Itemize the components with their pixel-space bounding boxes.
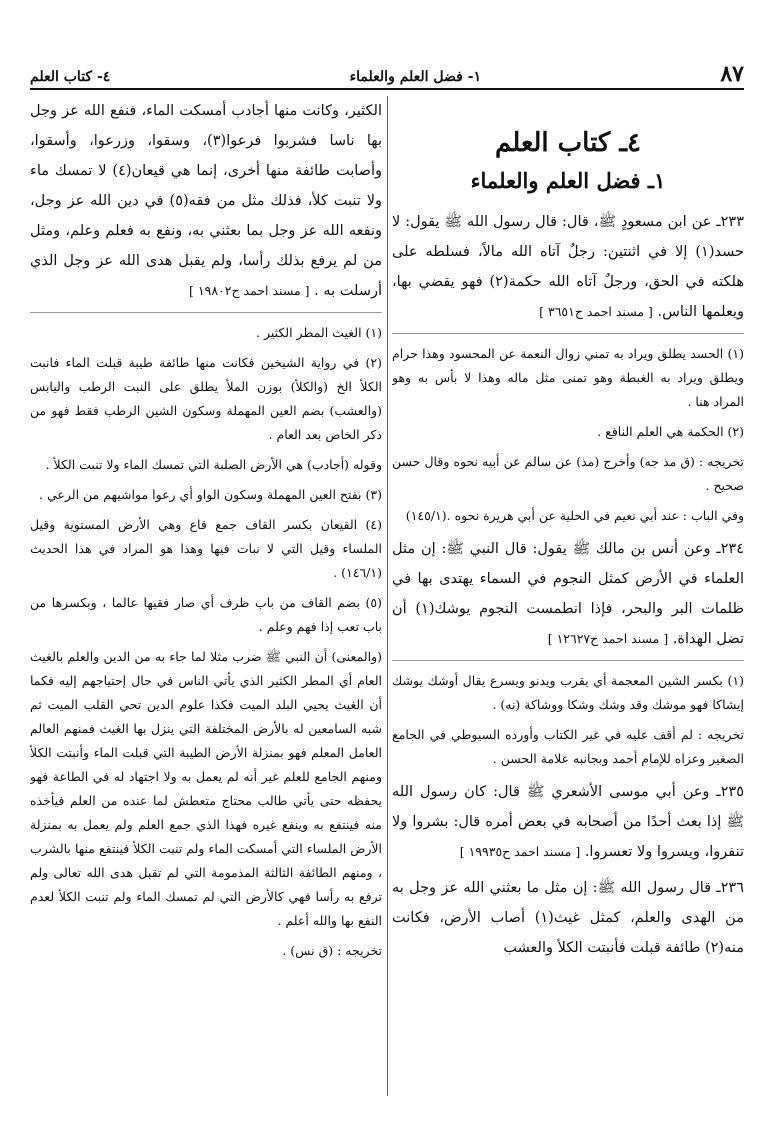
page-header [30, 60, 744, 90]
book-title: ٤ـ كتاب العلم [495, 128, 641, 158]
note-233-takhrij: تخريجه : (ق مذ جه) وأخرج (مذ) عن سالم عن أبيه نحوه وقال حسن صحيح . [392, 454, 744, 493]
hadith-233-text: ٢٣٣ـ عن ابن مسعودٍ ﷺ، قال: قال رسول الله ﷺ يقول: لا حسد(١) إلا في اثنتين: رجلٌ آتاه الله مالاً، فسلطه على هلكته في الحق، ورجلٌ آتاه الله حكمة(٢) فهو يقضي بها، ويعلمها الناس. [392, 214, 744, 320]
hadith-234-text: ٢٣٤ـ وعن أنس بن مالك ﷺ يقول: قال النبي ﷺ: إن مثل العلماء في الأرض كمثل النجوم في السماء يهتدى بها في ظلمات البر والبحر، فإذا انطمست النجوم يوشك(١) أن تضل الهداة. [392, 541, 744, 647]
column-divider [387, 96, 388, 1096]
footnote-separator [392, 660, 744, 661]
page-number: ٨٧ [720, 61, 744, 87]
note-236-5: (٥) بضم القاف من باب ظرف أي صار فقيها عالما ، وبكسرها من باب تعب إذا فهم وعلم . [30, 595, 382, 634]
hadith-236-source: [ مسند احمد ح١٩٨٠٢ ] [189, 283, 310, 298]
note-233-bab: وفي الباب : عند أبي نعيم في الحلية عن أبي هريرة نحوه .(١٤٥/١) [405, 508, 744, 523]
note-236-4: (٤) القيعان بكسر القاف جمع قاع وهي الأرض المستوية وقيل الملساء وقيل التي لا نبات فيها وهذا هو المراد في هذا الحديث (١٤٦/١) . [30, 517, 382, 580]
note-236-2: (٢) في رواية الشيخين فكانت منها طائفة طيبة قبلت الماء فانبت الكلأ الخ (والكلأ) بوزن الملأ يطلق على النبت الرطب واليابس (والعشب) بضم العين المهملة وسكون الشين الرطب فقط فهو من ذكر الخاص بعد العام . [30, 355, 382, 442]
header-book-title: ٤- كتاب العلم [30, 69, 111, 85]
left-column [30, 96, 382, 1106]
hadith-236-continued [30, 96, 382, 306]
footnote-separator [30, 312, 382, 313]
note-234-takhrij: تخريجه : لم أقف عليه في غير الكتاب وأورده السيوطي في الجامع الصغير وعزاه للإمام أحمد وبجانبه علامة الحسن . [392, 727, 744, 766]
note-233-2: (٢) الحكمة هي العلم النافع . [597, 424, 744, 439]
note-234-1: (١) بكسر الشين المعجمة أي يقرب ويدنو ويسرع يقال أوشك يوشك إيشاكا فهو موشك وقد وشك وشكا ووشاكة (نه) . [392, 673, 744, 712]
note-236-takhrij: تخريجه : (ق نس) . [282, 943, 382, 958]
hadith-234-source: [ مسند احمد ح١٢٦٢٧ ] [547, 631, 669, 646]
note-236-meaning: (والمعنى) أن النبي ﷺ ضرب مثلا لما جاء به من الدين والعلم بالغيث العام أي المطر الكثير الذي يأتي الناس في حال إحتياجهم إليه فكما أن الغيث يحيي البلد الميت فكذا علوم الدين تحي القلب الميت ثم شبه السامعين له بالأرض المختلفة التي ينزل بها الغيث فمنهم العالم العامل المعلم فهو بمنزلة الأرض الطيبة التي قبلت الماء وأنبتت الكلأ ومنهم الجامع للعلم غير أنه لم يعمل به ولا اجتهاد له في الطاعة فهو يحفظه حتى يأتي طالب محتاج متعطش لما عنده من العلم فيأخذه منه فينتفع به وينفع غيره فهذا الذي جمع العلم ولم يعمل به بمنزلة الأرض الملساء التي أمسكت الماء ولم تنبت الكلأ فينتفع منها بالشرب ، ومنهم الطائفة الثالثة المذمومة التي لم تقبل هدى الله تعالى ولم ترفع به رأسا فهي كالأرض التي لم تمسك الماء ولم تنبت الكلأ لعدم النفع بها والله أعلم . [30, 649, 382, 928]
note-236-3: (٣) بفتح العين المهملة وسكون الواو أي رعوا مواشيهم من الرعي . [39, 487, 382, 502]
note-236-ajadib: وقوله (أجادب) هي الأرض الصلبة التي تمسك الماء ولا تنبت الكلأ . [45, 457, 382, 472]
hadith-233 [392, 207, 744, 327]
hadith-236-cont-text: الكثير، وكانت منها أجادب أمسكت الماء، فنفع الله عز وجل بها ناسا فشربوا فرعوا(٣)، وسقوا، وزرعوا، وأسقوا، وأصابت طائفة منها أخرى، إنما هي قيعان(٤) لا تمسك ماء ولا تنبت كلأ، فذلك مثل من فقه(٥) في دين الله عز وجل، ونفعه الله عز وجل بما بعثني به، ونفع به فعلم وعلم، ومثل من لم يرفع بذلك رأسا، ولم يقبل هدى الله عز وجل الذي أرسلت به . [30, 103, 382, 299]
hadith-234 [392, 534, 744, 654]
section-title: ١ـ فضل العلم والعلماء [470, 168, 666, 193]
hadith-235-source: [ مسند احمد ح١٩٩٣٥ ] [459, 844, 581, 859]
note-236-1: (١) الغيث المطر الكثير . [256, 325, 382, 340]
hadith-236 [392, 873, 744, 963]
hadith-235-text: ٢٣٥ـ وعن أبي موسى الأشعري ﷺ قال: كان رسول الله ﷺ إذا بعث أحدًا من أصحابه في بعض أمره قال: بشروا ولا تنفروا، ويسروا ولا تعسروا. [392, 784, 744, 860]
hadith-233-source: [ مسند احمد ح٣٦٥١ ] [539, 304, 653, 319]
right-column [392, 96, 744, 1106]
header-section-title: ١- فضل العلم والعلماء [349, 69, 482, 85]
hadith-236-text: ٢٣٦ـ قال رسول الله ﷺ: إن مثل ما بعثني الله عز وجل به من الهدى والعلم، كمثل غيث(١) أصاب الأرض، فكانت منه(٢) طائفة قبلت فأنبتت الكلأ والعشب [392, 880, 744, 956]
hadith-235 [392, 777, 744, 867]
footnote-separator [392, 333, 744, 334]
note-233-1: (١) الحسد يطلق ويراد به تمني زوال النعمة عن المحسود وهذا حرام ويطلق ويراد به الغبطة وهو تمنى مثل ماله وهذا لا بأس به وهو المراد هنا . [392, 346, 744, 409]
